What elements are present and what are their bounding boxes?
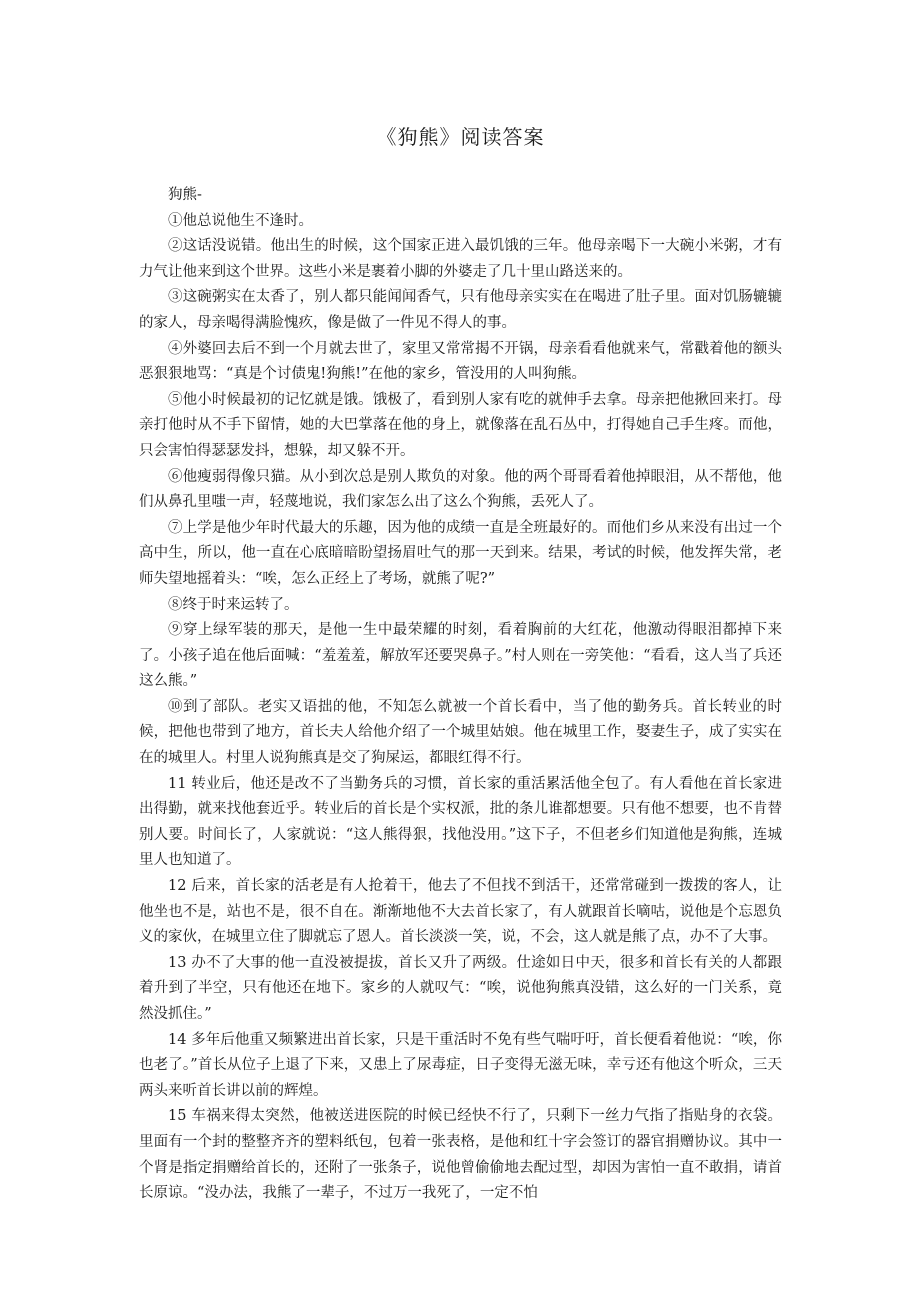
paragraph: 狗熊-	[168, 187, 202, 203]
paragraph: ③这碗粥实在太香了，别人都只能闻闻香气，只有他母亲实实在在喝进了肚子里。面对饥肠辘辘的家人，母亲喝得满脸愧疚，像是做了一件见不得人的事。	[139, 289, 782, 331]
paragraph: ⑧终于时来运转了。	[168, 596, 299, 613]
paragraph: ④外婆回去后不到一个月就去世了，家里又常常揭不开锅，母亲看看他就来气，常戳着他的额头恶狠狠地骂：“真是个讨债鬼!狗熊!”在他的家乡，管没用的人叫狗熊。	[139, 340, 782, 383]
paragraph: 12 后来，首长家的活老是有人抢着干，他去了不但找不到活干，还常常碰到一拨拨的客人，让他坐也不是，站也不是，很不自在。渐渐地他不大去首长家了，有人就跟首长嘀咕，说他是个忘恩负义的家伙，在城里立住了脚就忘了恩人。首长淡淡一笑，说，不会，这人就是熊了点，办不了大事。	[139, 878, 782, 946]
paragraph: ⑦上学是他少年时代最大的乐趣，因为他的成绩一直是全班最好的。而他们乡从来没有出过一个高中生，所以，他一直在心底暗暗盼望扬眉吐气的那一天到来。结果，考试的时候，他发挥失常，老师失望地摇着头：“唉，怎么正经上了考场，就熊了呢?”	[139, 519, 782, 587]
paragraph: ⑤他小时候最初的记忆就是饿。饿极了，看到别人家有吃的就伸手去拿。母亲把他揪回来打。母亲打他时从不手下留情，她的大巴掌落在他的身上，就像落在乱石丛中，打得她自己手生疼。而他，只会害怕得瑟瑟发抖，想躲，却又躲不开。	[139, 391, 782, 459]
paragraph: 13 办不了大事的他一直没被提拔，首长又升了两级。仕途如日中天，很多和首长有关的人都跟着升到了半空，只有他还在地下。家乡的人就叹气：“唉，说他狗熊真没错，这么好的一门关系，竟然没抓住。”	[139, 954, 782, 1022]
paragraph: 14 多年后他重又频繁进出首长家，只是干重活时不免有些气喘吁吁，首长便看着他说：“唉，你也老了。”首长从位子上退了下来，又患上了尿毒症，日子变得无滋无味，幸亏还有他这个听众，三天两头来听首长讲以前的辉煌。	[139, 1031, 782, 1099]
paragraph: 15 车祸来得太突然，他被送进医院的时候已经快不行了，只剩下一丝力气指了指贴身的衣袋。里面有一个封的整整齐齐的塑料纸包，包着一张表格，是他和红十字会签订的器官捐赠协议。其中一个肾是指定捐赠给首长的，还附了一张条子，说他曾偷偷地去配过型，却因为害怕一直不敢捐，请首长原谅。“没办法，我熊了一辈子，不过万一我死了，一定不怕	[139, 1108, 782, 1202]
paragraph: ①他总说他生不逢时。	[168, 212, 313, 229]
paragraph: ⑩到了部队。老实又语拙的他，不知怎么就被一个首长看中，当了他的勤务兵。首长转业的时候，把他也带到了地方，首长夫人给他介绍了一个城里姑娘。他在城里工作，娶妻生子，成了实实在在的城里人。村里人说狗熊真是交了狗屎运，都眼红得不行。	[139, 698, 782, 767]
document-body	[139, 183, 782, 1207]
document-title: 《狗熊》阅读答案	[376, 125, 545, 149]
paragraph: 11 转业后，他还是改不了当勤务兵的习惯，首长家的重活累活他全包了。有人看他在首长家进出得勤，就来找他套近乎。转业后的首长是个实权派，批的条儿谁都想要。只有他不想要，也不肯替别人要。时间长了，人家就说：“这人熊得狠，找他没用。”这下子，不但老乡们知道他是狗熊，连城里人也知道了。	[139, 775, 782, 869]
paragraph: ②这话没说错。他出生的时候，这个国家正进入最饥饿的三年。他母亲喝下一大碗小米粥，才有力气让他来到这个世界。这些小米是裹着小脚的外婆走了几十里山路送来的。	[139, 238, 782, 280]
paragraph: ⑨穿上绿军装的那天，是他一生中最荣耀的时刻，看着胸前的大红花，他激动得眼泪都掉下来了。小孩子追在他后面喊：“羞羞羞，解放军还要哭鼻子。”村人则在一旁笑他：“看看，这人当了兵还这么熊。”	[139, 622, 782, 690]
paragraph: ⑥他瘦弱得像只猫。从小到次总是别人欺负的对象。他的两个哥哥看着他掉眼泪，从不帮他，他们从鼻孔里嗤一声，轻蔑地说，我们家怎么出了这么个狗熊，丢死人了。	[139, 468, 782, 511]
